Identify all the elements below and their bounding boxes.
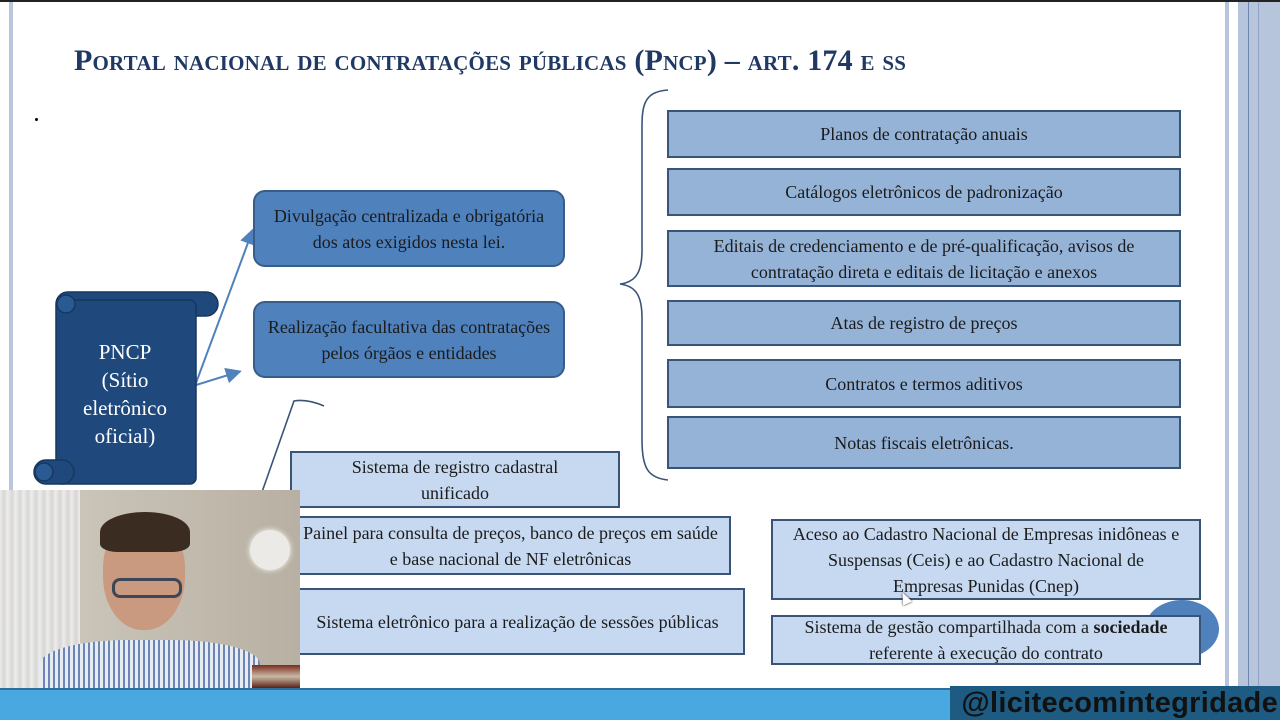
box-registro-cadastral-label: Sistema de registro cadastral unificado: [351, 456, 559, 503]
presenter-hair: [100, 512, 190, 552]
box-gestao-compartilhada-label: [783, 614, 1189, 666]
box-contratos-label: Contratos e termos aditivos: [825, 373, 1023, 394]
box-sessoes-publicas-label: Sistema eletrônico para a realização de sessões públicas: [316, 611, 719, 632]
gestao-text-before: Sistema de gestão compartilhada com a: [804, 617, 1094, 637]
gestao-text-after: referente à execução do contrato: [869, 643, 1103, 663]
box-divulgacao-label: Divulgação centralizada e obrigatória dos atos exigidos nesta lei.: [273, 205, 545, 252]
box-notas-fiscais: [667, 416, 1181, 469]
box-editais: [667, 230, 1181, 287]
social-handle-banner: @licitecomintegridade: [950, 686, 1280, 720]
presenter-webcam: [0, 490, 300, 688]
box-atas-label: Atas de registro de preços: [830, 313, 1018, 333]
gestao-text-bold: sociedade: [1093, 617, 1168, 637]
presenter-shirt: [40, 640, 260, 688]
pncp-line-4: oficial): [94, 424, 156, 448]
box-contratos: [667, 359, 1181, 408]
box-registro-cadastral: [290, 451, 620, 508]
books-background: [252, 665, 300, 688]
box-planos: [667, 110, 1181, 158]
box-sessoes-publicas: [290, 588, 745, 655]
wall-flower-decor: [250, 530, 290, 570]
top-border: [0, 0, 1280, 2]
box-ceis-cnep-label: Aceso ao Cadastro Nacional de Empresas inidôneas e Suspensas (Ceis) e ao Cadastro Nacional de Empresas Punidas (Cnep): [792, 523, 1180, 596]
pncp-line-2: (Sítio: [101, 368, 149, 392]
box-planos-label: Planos de contratação anuais: [820, 124, 1028, 144]
bullet-dot: [35, 118, 38, 121]
presenter-glasses: [112, 578, 182, 598]
pncp-line-1: PNCP: [98, 340, 152, 364]
box-realizacao-label: Realização facultativa das contratações pelos órgãos e entidades: [267, 316, 551, 363]
pncp-line-3: eletrônico: [83, 396, 167, 420]
box-painel-precos: [290, 516, 731, 575]
curly-brace: [620, 90, 668, 480]
box-atas: [667, 300, 1181, 346]
right-decor-stripes: [1225, 2, 1280, 690]
slide-title: Portal nacional de contratações públicas (Pncp) – art. 174 e ss: [74, 44, 907, 77]
box-divulgacao: [253, 190, 565, 267]
box-editais-label: Editais de credenciamento e de pré-qualificação, avisos de contratação direta e editais de licitação e anexos: [713, 235, 1135, 282]
box-notas-fiscais-label: Notas fiscais eletrônicas.: [834, 432, 1014, 453]
box-catalogos-label: Catálogos eletrônicos de padronização: [785, 182, 1063, 202]
box-catalogos: [667, 168, 1181, 216]
box-gestao-compartilhada: [771, 615, 1201, 665]
box-realizacao: [253, 301, 565, 378]
pncp-node-label: [56, 338, 194, 450]
box-painel-precos-label: Painel para consulta de preços, banco de preços em saúde e base nacional de NF eletrônicas: [303, 522, 718, 569]
box-ceis-cnep: [771, 519, 1201, 600]
